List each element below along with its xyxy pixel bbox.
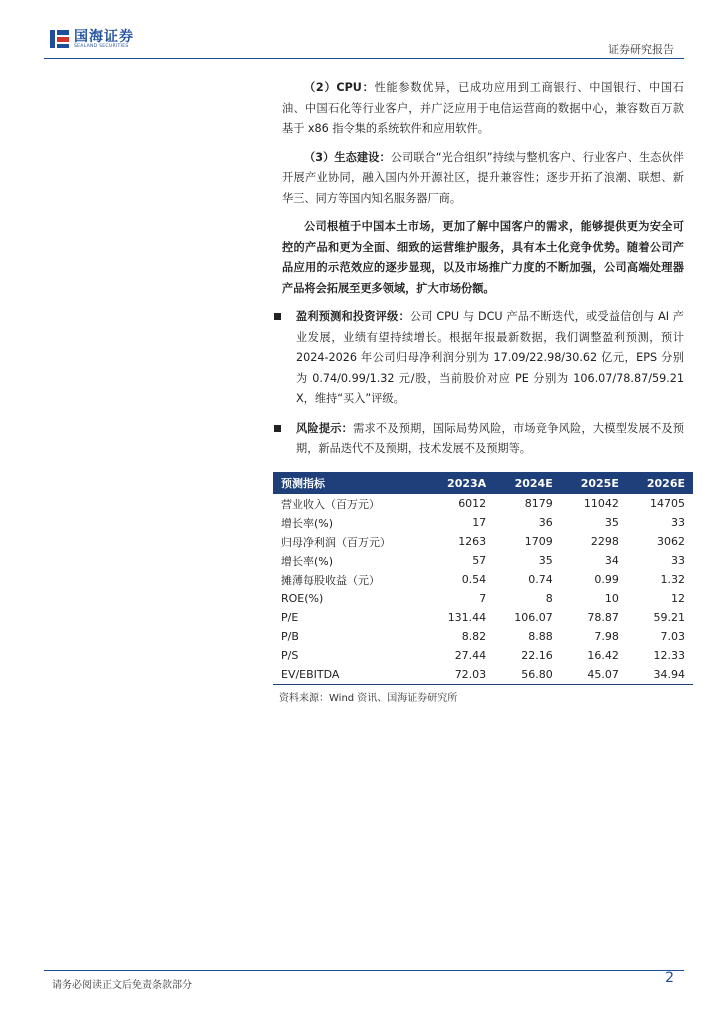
value-cell: 0.54	[461, 573, 487, 586]
value-cell: 0.99	[594, 573, 619, 586]
logo-mark-icon	[50, 30, 70, 50]
value-cell: 6012	[458, 497, 487, 510]
paragraph-summary: 公司根植于中国本土市场，更加了解中国客户的需求，能够提供更为安全可控的产品和更为全面、细致的运营维护服务，具有本土化竞争优势。随着公司产品应用的示范效应的逐步显现，以及市场推广力度的不断加强，公司高端处理器产品将会拓展至更多领域，扩大市场份额。	[282, 220, 684, 295]
table-row	[273, 513, 693, 532]
metric-name-cell: ROE(%)	[281, 592, 324, 605]
value-cell: 10	[604, 592, 619, 605]
ecosystem-label: （3）生态建设：	[304, 150, 391, 164]
value-cell: 7.98	[594, 630, 619, 643]
metric-name-cell: 营业收入（百万元）	[281, 497, 380, 511]
page-header	[44, 28, 684, 60]
table-row	[273, 627, 693, 646]
bullet-square-icon	[274, 313, 281, 320]
metric-name-cell: 增长率(%)	[281, 516, 334, 530]
table-row	[273, 494, 693, 513]
value-cell: 8	[545, 592, 553, 605]
table-header-cell: 2025E	[580, 476, 619, 490]
value-cell: 11042	[583, 497, 619, 510]
value-cell: 56.80	[494, 665, 561, 685]
cpu-label: （2）CPU：	[304, 81, 375, 94]
table-header-cell: 2026E	[646, 476, 685, 490]
value-cell: 106.07	[514, 611, 553, 624]
value-cell: 72.03	[427, 665, 494, 685]
value-cell: 45.07	[561, 665, 627, 685]
company-logo	[50, 30, 134, 50]
value-cell: 2298	[590, 535, 619, 548]
bullet-risk	[282, 419, 684, 460]
value-cell: 8.82	[461, 630, 487, 643]
footer-disclaimer: 请务必阅读正文后免责条款部分	[52, 980, 192, 991]
table-header-row	[273, 472, 693, 494]
value-cell: 17	[472, 516, 487, 529]
value-cell: 27.44	[454, 649, 487, 662]
table-row	[273, 551, 693, 570]
table-row	[273, 608, 693, 627]
value-cell: 78.87	[587, 611, 619, 624]
main-content	[282, 78, 684, 469]
value-cell: 33	[671, 554, 685, 567]
forecast-table-section	[273, 472, 693, 704]
risk-label: 风险提示：	[296, 421, 354, 435]
value-cell: 14705	[650, 497, 685, 510]
logo-chinese-name: 国海证券	[74, 29, 134, 45]
report-type-label: 证券研究报告	[608, 43, 674, 56]
value-cell: 59.21	[653, 611, 685, 624]
bullet-square-icon	[274, 425, 281, 432]
forecast-table	[273, 472, 693, 685]
table-row	[273, 646, 693, 665]
ecosystem-text: 公司联合“光合组织”持续与整机客户、行业客户、生态伙伴开展产业协同，融入国内外开源社区，提升兼容性；逐步开拓了浪潮、联想、新华三、同方等国内知名服务器厂商。	[282, 150, 684, 205]
value-cell: 16.42	[587, 649, 619, 662]
table-row	[273, 665, 693, 685]
page-number: 2	[665, 970, 674, 986]
value-cell: 1263	[458, 535, 487, 548]
risk-text: 需求不及预期，国际局势风险，市场竞争风险，大模型发展不及预期，新品迭代不及预期，技术发展不及预期等。	[296, 421, 684, 455]
value-cell: 22.16	[521, 649, 553, 662]
paragraph-ecosystem	[282, 148, 684, 210]
value-cell: 7.03	[660, 630, 685, 643]
value-cell: 12.33	[653, 649, 685, 662]
value-cell: 131.44	[447, 611, 487, 624]
table-row	[273, 570, 693, 589]
table-header-cell: 2023A	[447, 476, 487, 490]
value-cell: 35	[538, 554, 553, 567]
bullet-earnings-forecast	[282, 307, 684, 410]
header-divider	[44, 58, 684, 59]
metric-name-cell: EV/EBITDA	[273, 665, 427, 685]
metric-name-cell: 摊薄每股收益（元）	[281, 573, 380, 587]
value-cell: 34	[604, 554, 619, 567]
value-cell: 8179	[524, 497, 553, 510]
value-cell: 34.94	[627, 665, 693, 685]
value-cell: 36	[538, 516, 553, 529]
earnings-forecast-label: 盈利预测和投资评级：	[296, 310, 410, 323]
value-cell: 33	[671, 516, 685, 529]
metric-name-cell: 增长率(%)	[281, 554, 334, 568]
value-cell: 1709	[524, 535, 553, 548]
value-cell: 7	[479, 592, 487, 605]
metric-name-cell: 归母净利润（百万元）	[281, 535, 391, 549]
value-cell: 1.32	[660, 573, 685, 586]
value-cell: 8.88	[528, 630, 553, 643]
table-header-cell: 预测指标	[281, 477, 325, 490]
logo-english-name: SEALAND SECURITIES	[74, 44, 129, 49]
value-cell: 57	[472, 554, 487, 567]
value-cell: 3062	[657, 535, 685, 548]
footer-divider	[44, 970, 684, 971]
table-header-cell: 2024E	[514, 476, 553, 490]
metric-name-cell: P/B	[281, 630, 299, 643]
table-row	[273, 532, 693, 551]
paragraph-cpu	[282, 78, 684, 140]
cpu-text: 性能参数优异，已成功应用到工商银行、中国银行、中国石油、中国石化等行业客户，并广泛应用于电信运营商的数据中心，兼容数百万款基于 x86 指令集的系统软件和应用软件。	[282, 81, 684, 135]
metric-name-cell: P/S	[281, 649, 299, 662]
value-cell: 35	[604, 516, 619, 529]
table-row	[273, 589, 693, 608]
value-cell: 0.74	[528, 573, 553, 586]
earnings-forecast-text: 公司 CPU 与 DCU 产品不断迭代，或受益信创与 AI 产业发展，业绩有望持续增长。根据年报最新数据，我们调整盈利预测，预计 2024-2026 年公司归母净利润分别为 17.09/22.98/30.62 亿元，EPS 分别为 0.74/0.99/1.32 元/股，当前股价对应 PE 分别为 106.07/78.87/59.21 X，维持“买入”评级。	[296, 310, 684, 405]
table-source-note: 资料来源：Wind 资讯、国海证券研究所	[279, 693, 458, 704]
value-cell: 12	[671, 592, 685, 605]
metric-name-cell: P/E	[281, 611, 299, 624]
